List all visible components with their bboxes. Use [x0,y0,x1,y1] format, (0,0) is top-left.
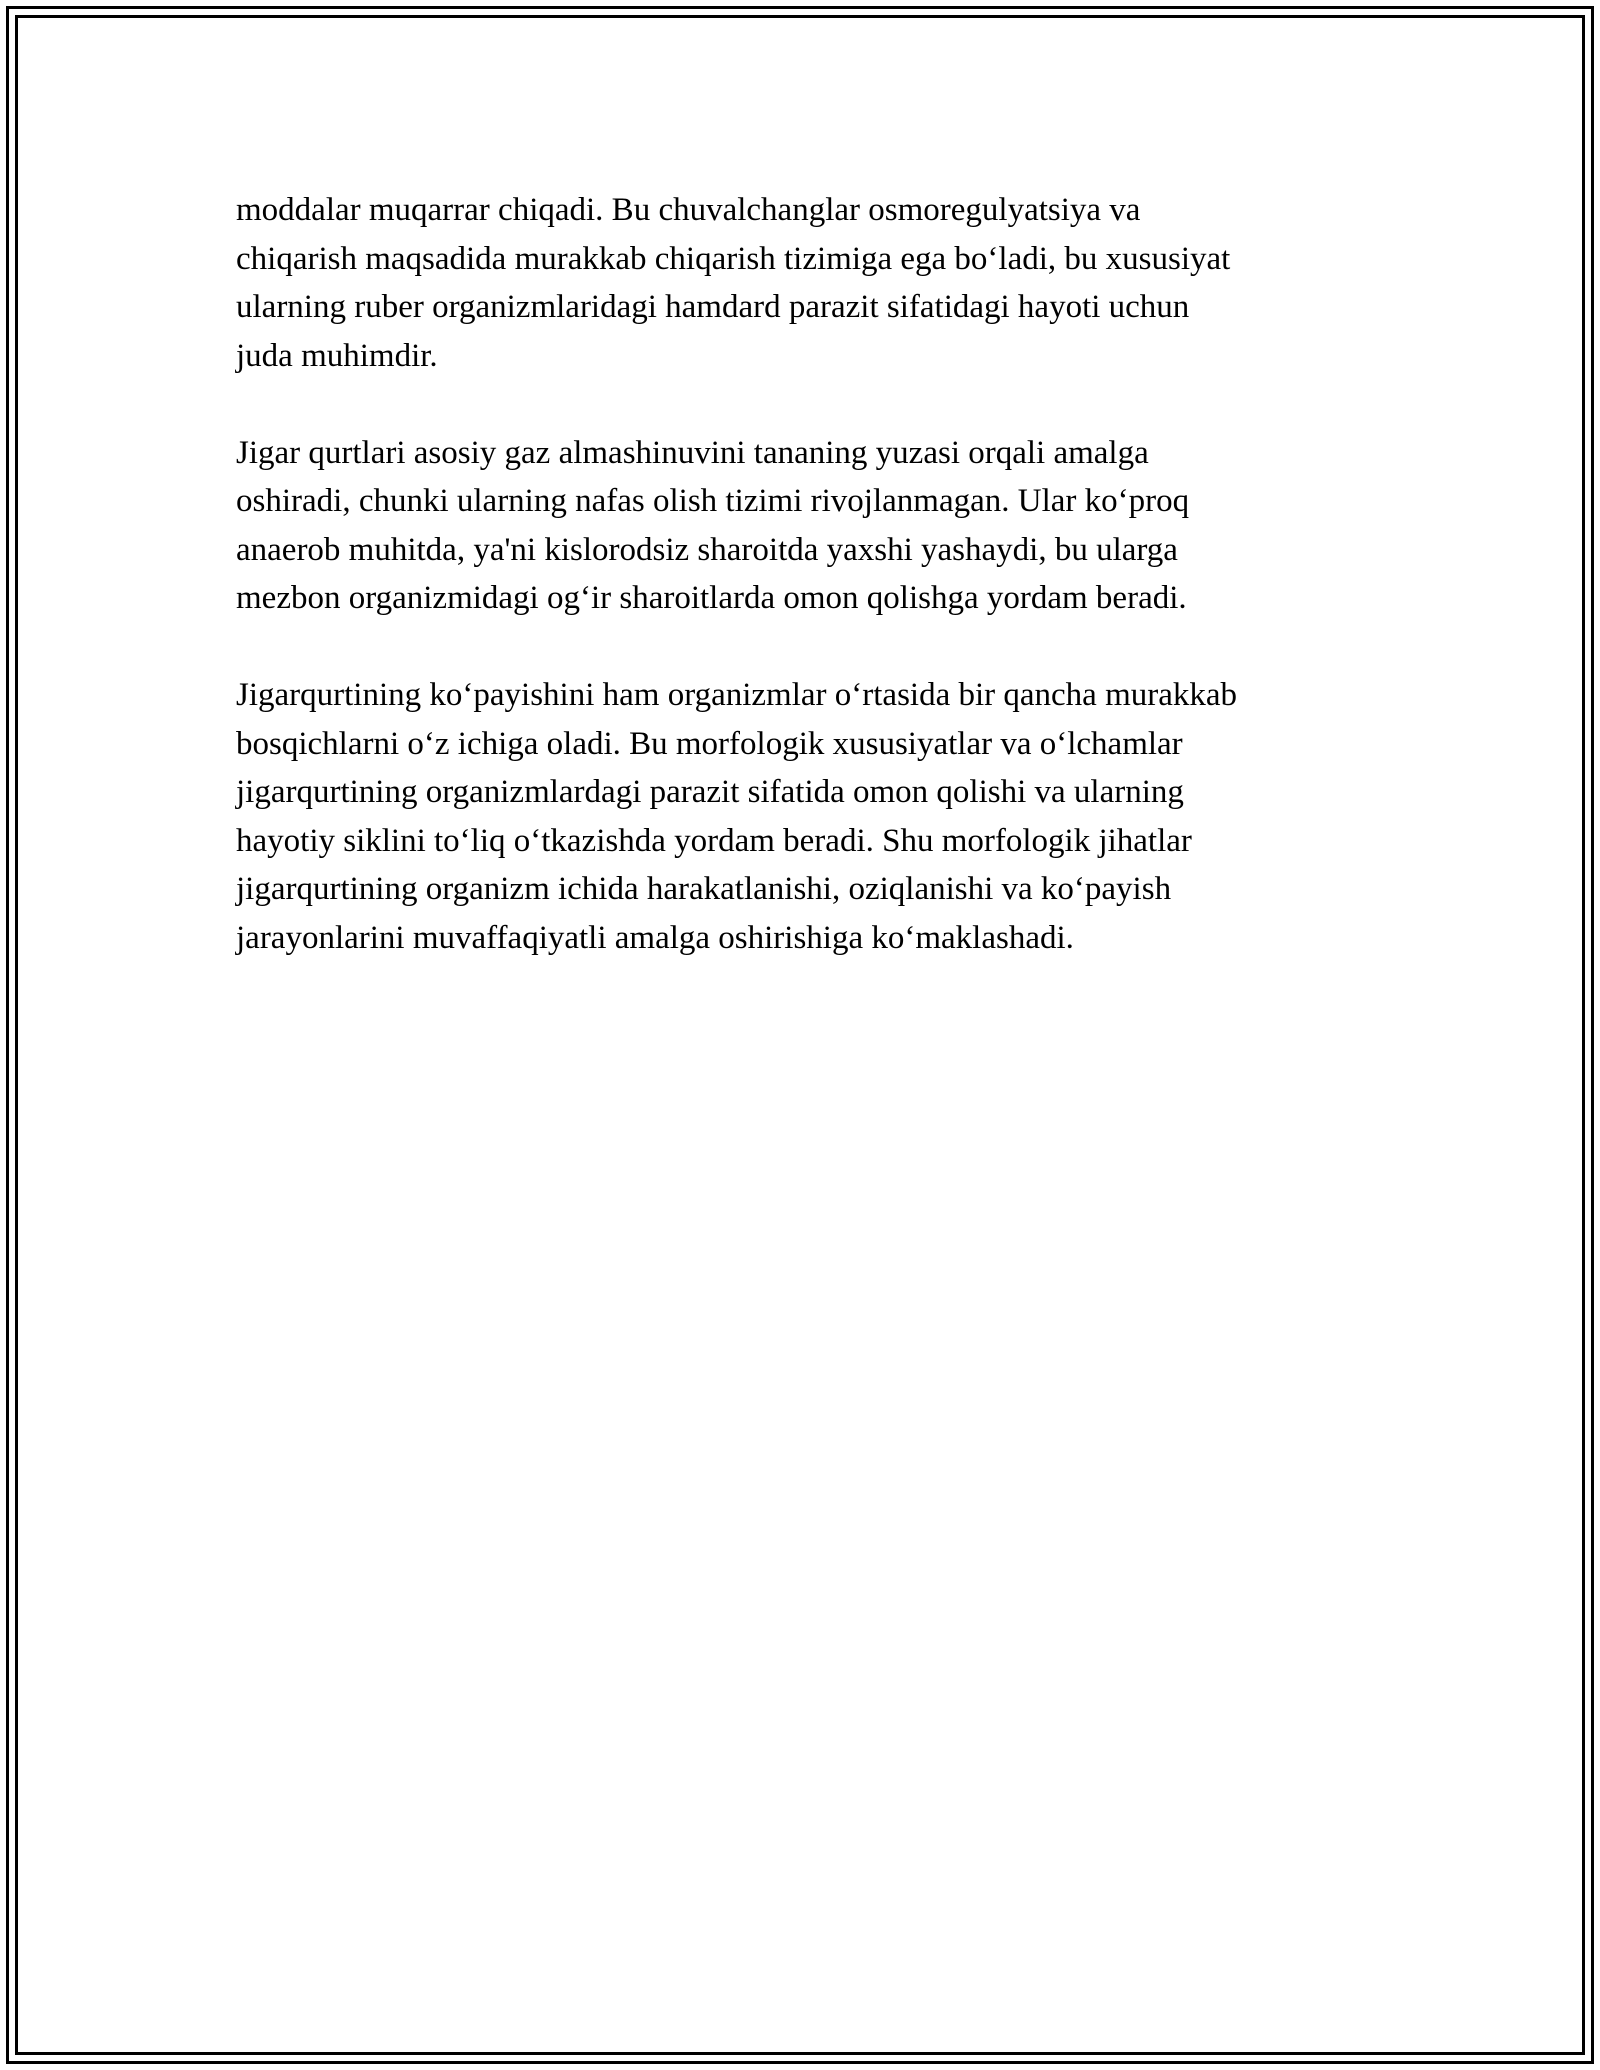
document-body [236,186,1366,1011]
paragraph: Jigarqurtining ko‘payishini ham organizmlar o‘rtasida bir qancha murakkab bosqichlarni o‘z ichiga oladi. Bu morfologik xususiyatlar va o‘lchamlar jigarqurtining organizmlardagi parazit sifatida omon qolishi va ularning hayotiy siklini to‘liq o‘tkazishda yordam beradi. Shu morfologik jihatlar jigarqurtining organizm ichida harakatlanishi, oziqlanishi va ko‘payish jarayonlarini muvaffaqiyatli amalga oshirishiga ko‘maklashadi. [236,677,1238,956]
paragraph: Jigar qurtlari asosiy gaz almashinuvini tananing yuzasi orqali amalga oshiradi, chunki ularning nafas olish tizimi rivojlanmagan. Ular ko‘proq anaerob muhitda, ya'ni kislorodsiz sharoitda yaxshi yashaydi, bu ularga mezbon organizmidagi og‘ir sharoitlarda omon qolishga yordam beradi. [236,434,1190,616]
paragraph: moddalar muqarrar chiqadi. Bu chuvalchanglar osmoregulyatsiya va chiqarish maqsadida murakkab chiqarish tizimiga ega bo‘ladi, bu xususiyat ularning ruber organizmlaridagi hamdard parazit sifatidagi hayoti uchun juda muhimdir. [236,192,1231,374]
